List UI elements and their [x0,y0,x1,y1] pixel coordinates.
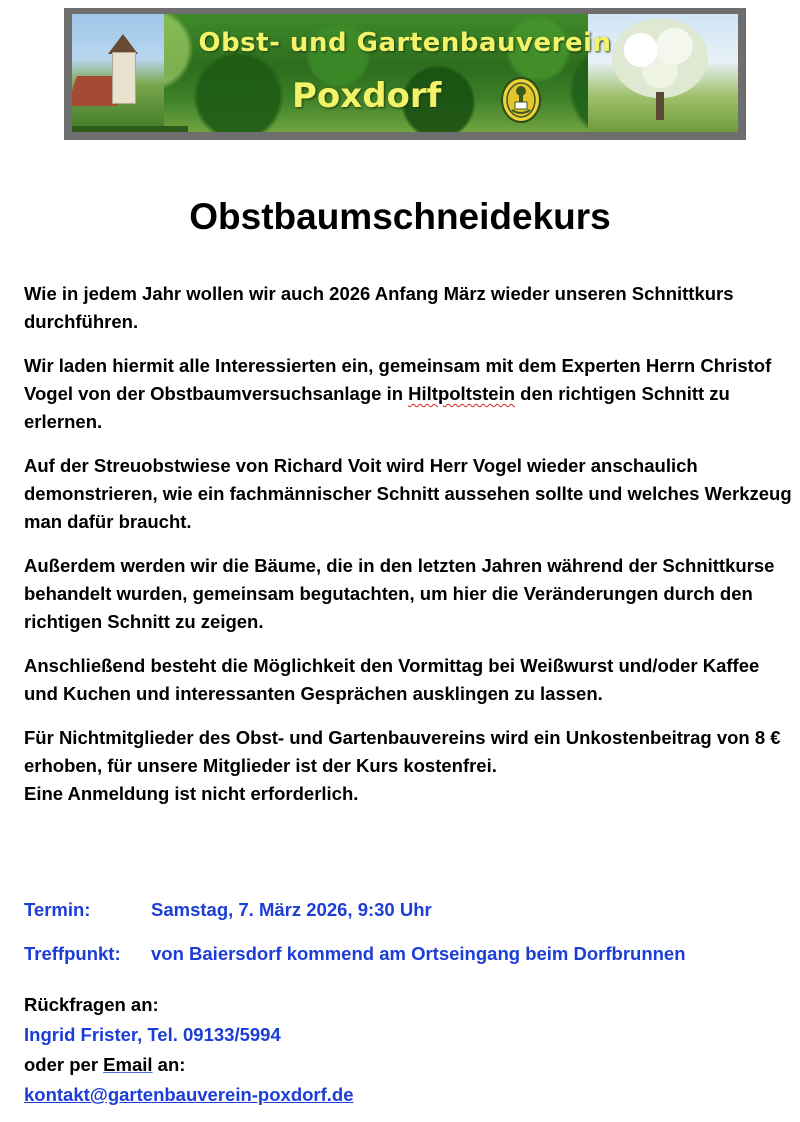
paragraph-social: Anschließend besteht die Möglichkeit den Vormittag bei Weißwurst und/oder Kaffee und Kuchen und interessanten Gesprächen ausklingen zu lassen. [24,655,760,704]
treffpunkt-label: Treffpunkt: [24,943,121,964]
banner-accent-bar [72,126,188,132]
club-crest-icon [500,76,542,124]
paragraph-demonstration: Auf der Streuobstwiese von Richard Voit wird Herr Vogel wieder anschaulich demonstrieren, wie ein fachmännischer Schnitt aussehen sollte und welches Werkzeug man dafür braucht. [24,455,792,532]
termin-value: Samstag, 7. März 2026, 9:30 Uhr [151,899,432,920]
paragraph-intro: Wie in jedem Jahr wollen wir auch 2026 Anfang März wieder unseren Schnittkurs durchführen. [24,283,734,332]
treffpunkt-row [24,943,686,965]
village-name: Poxdorf [292,76,442,116]
treffpunkt-value: von Baiersdorf kommend am Ortseingang beim Dorfbrunnen [151,943,686,964]
invitation-text-start: Wir laden hiermit alle Interessierten ein, gemeinsam mit dem Experten Herrn Christof Vogel von der Obstbaumversuchsanlage in [24,355,772,404]
email-line-suffix: an: [152,1054,186,1075]
club-name: Obst- und Gartenbauverein [198,28,612,58]
spellcheck-flagged-word: Hiltpoltstein [408,383,516,404]
contact-heading: Rückfragen an: [24,994,159,1015]
contact-block [24,990,354,1110]
paragraph-registration: Eine Anmeldung ist nicht erforderlich. [24,783,359,804]
contact-person: Ingrid Frister, Tel. 09133/5994 [24,1024,281,1045]
announcement-body [24,280,792,824]
banner-image [72,14,738,132]
paragraph-invitation [24,352,792,436]
page-title: Obstbaumschneidekurs [189,196,611,237]
tree-trunk [656,92,664,120]
paragraph-fee: Für Nichtmitglieder des Obst- und Gartenbauvereins wird ein Unkostenbeitrag von 8 € erhoben, für unsere Mitglieder ist der Kurs kostenfrei. [24,727,781,776]
email-word: Email [103,1054,153,1075]
header-banner [64,8,746,140]
email-line-prefix: oder per [24,1054,104,1075]
email-line [24,1050,354,1080]
email-link[interactable]: kontakt@gartenbauverein-poxdorf.de [24,1084,354,1105]
church-tower [112,52,136,104]
termin-row [24,899,432,921]
paragraph-review: Außerdem werden wir die Bäume, die in den letzten Jahren während der Schnittkurse behandelt wurden, gemeinsam begutachten, um hier die Veränderungen durch den richtigen Schnitt zu zeigen. [24,555,775,632]
invitation-text-end: den richtigen Schnitt zu erlernen. [24,383,730,432]
termin-label: Termin: [24,899,91,920]
